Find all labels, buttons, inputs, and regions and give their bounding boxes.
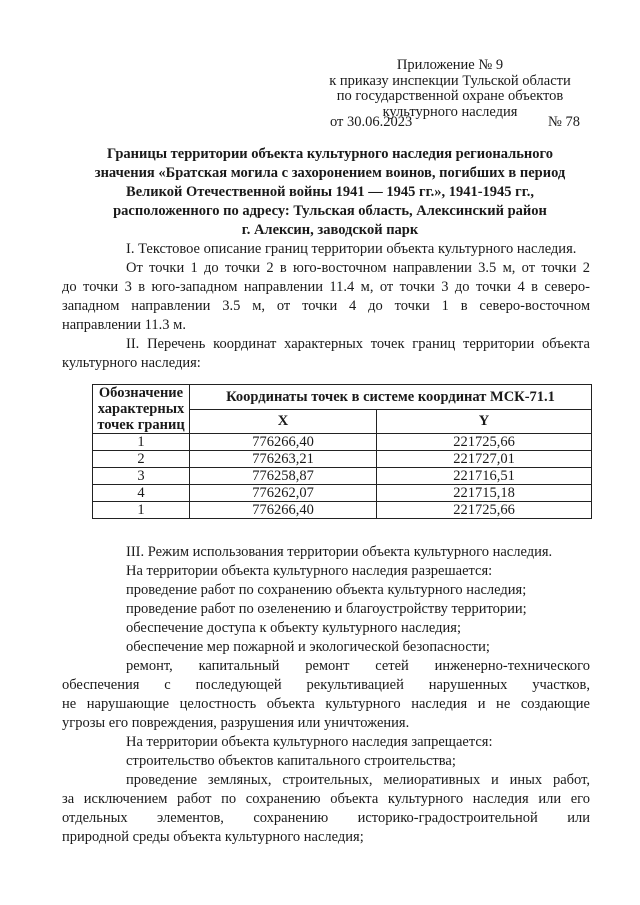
section-1-heading: I. Текстовое описание границ территории объекта культурного наследия.	[126, 241, 577, 257]
col-point-header: Обозначение характерных точек границ	[93, 385, 190, 434]
table-row	[93, 451, 592, 468]
point-cell: 2	[93, 451, 190, 468]
repair-line: ремонт, капитальный ремонт сетей инженерно-технического	[126, 658, 590, 674]
coordinates-table	[92, 384, 592, 519]
allowed-item: обеспечение мер пожарной и экологической безопасности;	[126, 639, 490, 655]
forbidden-line: за исключением работ по сохранению объекта культурного наследия или его	[62, 791, 590, 807]
text-line: культурного наследия:	[62, 355, 201, 371]
y-cell: 221725,66	[377, 434, 592, 451]
repair-line: не нарушающие целостность объекта культурного наследия и не создающие	[62, 696, 590, 712]
section-2-heading: II. Перечень координат характерных точек границ территории объекта	[126, 336, 590, 352]
y-cell: 221716,51	[377, 468, 592, 485]
section-1	[62, 240, 590, 335]
y-cell: 221727,01	[377, 451, 592, 468]
forbidden-intro: На территории объекта культурного наследия запрещается:	[126, 734, 493, 750]
allowed-item: обеспечение доступа к объекту культурного наследия;	[126, 620, 462, 636]
document-title	[70, 145, 590, 240]
order-date: от 30.06.2023	[330, 114, 413, 130]
allowed-item: проведение работ по сохранению объекта культурного наследия;	[126, 582, 527, 598]
y-cell: 221725,66	[377, 502, 592, 519]
section-3	[62, 543, 590, 847]
x-cell: 776262,07	[190, 485, 377, 502]
title-line: Границы территории объекта культурного наследия регионального	[107, 146, 553, 162]
repair-line: угрозы его повреждения, разрушения или уничтожения.	[62, 715, 410, 731]
text-line: От точки 1 до точки 2 в юго-восточном направлении 3.5 м, от точки 2	[126, 260, 590, 276]
text-line: направлении 11.3 м.	[62, 317, 186, 333]
table-row	[93, 485, 592, 502]
appendix-line: к приказу инспекции Тульской области	[329, 72, 571, 89]
x-cell: 776263,21	[190, 451, 377, 468]
forbidden-line: отдельных элементов, сохранению историко-градостроительной или	[62, 810, 590, 826]
table-row	[93, 502, 592, 519]
allowed-item: проведение работ по озеленению и благоустройству территории;	[126, 601, 527, 617]
forbidden-line: проведение земляных, строительных, мелиоративных и иных работ,	[126, 772, 590, 788]
forbidden-item: строительство объектов капитального строительства;	[126, 753, 456, 769]
repair-line: обеспечения с последующей рекультивацией нарушенных участков,	[62, 677, 590, 693]
x-cell: 776266,40	[190, 502, 377, 519]
appendix-line: по государственной охране объектов	[336, 88, 564, 104]
y-cell: 221715,18	[377, 485, 592, 502]
allowed-intro: На территории объекта культурного наследия разрешается:	[126, 563, 493, 579]
point-cell: 1	[93, 434, 190, 451]
forbidden-line: природной среды объекта культурного наследия;	[62, 829, 364, 845]
col-coords-header: Координаты точек в системе координат МСК-71.1	[190, 385, 592, 410]
x-cell: 776266,40	[190, 434, 377, 451]
appendix-header	[300, 58, 600, 120]
text-line: западном направлении 3.5 м, от точки 4 до точки 1 в северо-восточном	[62, 298, 590, 314]
col-y-header: Y	[377, 409, 592, 434]
text-line: до точки 3 в юго-западном направлении 11.4 м, от точки 3 до точки 4 в северо-	[62, 279, 590, 295]
table-row	[93, 434, 592, 451]
point-cell: 1	[93, 502, 190, 519]
section-3-heading: III. Режим использования территории объекта культурного наследия.	[126, 544, 553, 560]
title-line: значения «Братская могила с захоронением воинов, погибших в период	[94, 165, 566, 181]
section-2	[62, 335, 590, 373]
order-number: № 78	[548, 114, 580, 130]
col-x-header: X	[190, 409, 377, 434]
appendix-line: культурного наследия	[382, 103, 518, 120]
title-line: расположенного по адресу: Тульская область, Алексинский район	[113, 203, 547, 219]
point-cell: 4	[93, 485, 190, 502]
x-cell: 776258,87	[190, 468, 377, 485]
appendix-title: Приложение № 9	[396, 57, 504, 73]
point-cell: 3	[93, 468, 190, 485]
title-line: Великой Отечественной войны 1941 — 1945 гг.», 1941-1945 гг.,	[126, 184, 534, 200]
table-row	[93, 468, 592, 485]
title-line: г. Алексин, заводской парк	[241, 222, 419, 238]
